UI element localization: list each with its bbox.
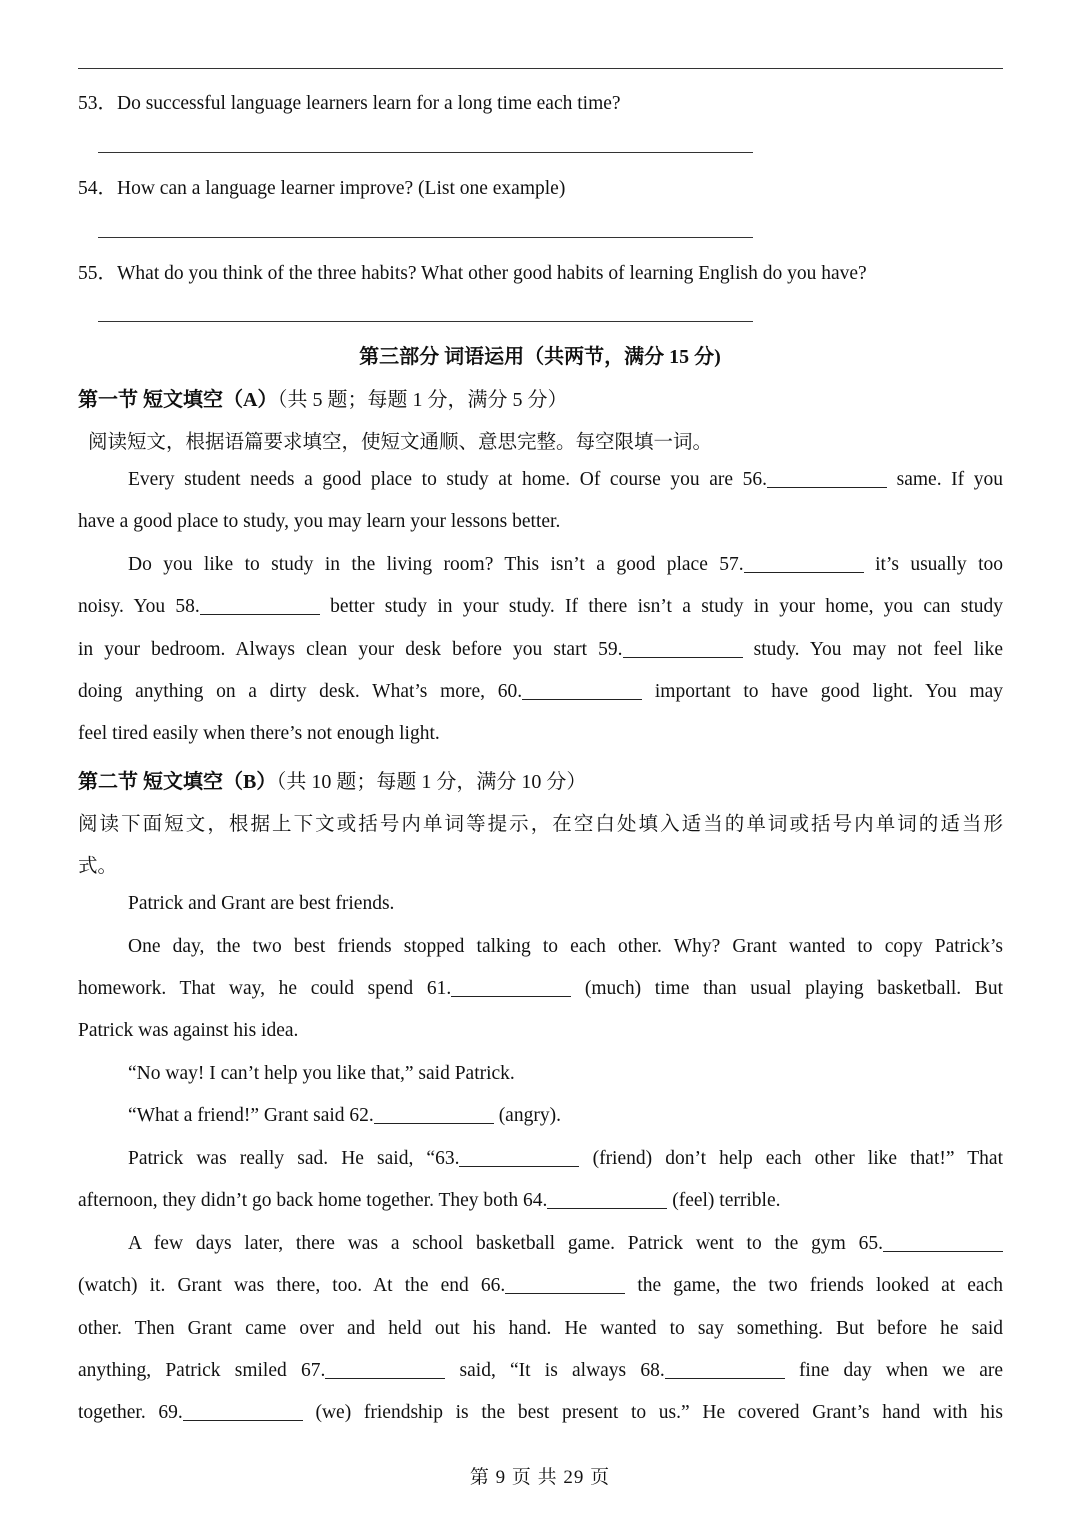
blank-69[interactable]: [183, 1402, 303, 1421]
question-54: 54．How can a language learner improve? (List one example): [78, 178, 566, 199]
section1-instruction: 阅读短文，根据语篇要求填空，使短文通顺、意思完整。每空限填一词。: [88, 432, 713, 453]
blank-60[interactable]: [522, 681, 642, 700]
top-rule: [78, 68, 1003, 69]
blank-62[interactable]: [374, 1105, 494, 1124]
page-footer: 第 9 页 共 29 页: [469, 1467, 611, 1488]
s1-line-2: have a good place to study, you may learn your lessons better.: [78, 511, 561, 532]
answer-line-53[interactable]: [98, 152, 753, 153]
s1-line-4: noisy. You 58. better study in your study. If there isn’t a study in your home, you can study: [78, 596, 1003, 617]
blank-68[interactable]: [665, 1360, 785, 1379]
s2-line-1: One day, the two best friends stopped talking to each other. Why? Grant wanted to copy Patrick’s: [128, 936, 1003, 957]
part3-title: 第三部分 词语运用（共两节，满分 15 分): [359, 346, 721, 368]
blank-59[interactable]: [623, 639, 743, 658]
blank-57[interactable]: [744, 554, 864, 573]
s2-line-2: homework. That way, he could spend 61. (much) time than usual playing basketball. But: [78, 978, 1003, 999]
blank-56[interactable]: [767, 469, 887, 488]
section2-heading: 第二节 短文填空（B）（共 10 题；每题 1 分，满分 10 分）: [78, 771, 587, 793]
section1-heading: 第一节 短文填空（A）（共 5 题；每题 1 分，满分 5 分）: [78, 389, 568, 411]
blank-58[interactable]: [200, 596, 320, 615]
s2-line-11: anything, Patrick smiled 67. said, “It is always 68. fine day when we are: [78, 1360, 1003, 1381]
s2-line-6: Patrick was really sad. He said, “63. (friend) don’t help each other like that!” That: [128, 1148, 1003, 1169]
blank-64[interactable]: [547, 1190, 667, 1209]
blank-61[interactable]: [451, 978, 571, 997]
s2-line-4: “No way! I can’t help you like that,” said Patrick.: [128, 1063, 515, 1084]
answer-line-55[interactable]: [98, 321, 753, 322]
s2-line-3: Patrick was against his idea.: [78, 1020, 299, 1041]
blank-66[interactable]: [505, 1275, 625, 1294]
s1-line-6: doing anything on a dirty desk. What’s more, 60. important to have good light. You may: [78, 681, 1004, 702]
question-55: 55．What do you think of the three habits? What other good habits of learning English do you have?: [78, 263, 867, 284]
blank-67[interactable]: [325, 1360, 445, 1379]
s1-line-5: in your bedroom. Always clean your desk before you start 59. study. You may not feel like: [78, 639, 1004, 660]
section2-instruction-1: 阅读下面短文，根据上下文或括号内单词等提示，在空白处填入适当的单词或括号内单词的适当形: [78, 814, 1003, 835]
blank-65[interactable]: [883, 1233, 1003, 1252]
s1-line-7: feel tired easily when there’s not enough light.: [78, 723, 440, 744]
s2-line-5: “What a friend!” Grant said 62. (angry).: [128, 1105, 561, 1126]
s2-line-8: A few days later, there was a school basketball game. Patrick went to the gym 65.: [128, 1233, 1003, 1255]
blank-63[interactable]: [459, 1148, 579, 1167]
s2-line-9: (watch) it. Grant was there, too. At the end 66. the game, the two friends looked at each: [78, 1275, 1003, 1296]
s2-para-1: Patrick and Grant are best friends.: [128, 893, 395, 914]
s2-line-12: together. 69. (we) friendship is the best present to us.” He covered Grant’s hand with his: [78, 1402, 1004, 1423]
answer-line-54[interactable]: [98, 237, 753, 238]
s2-line-7: afternoon, they didn’t go back home together. They both 64. (feel) terrible.: [78, 1190, 781, 1211]
section2-instruction-2: 式。: [78, 856, 118, 877]
s2-line-10: other. Then Grant came over and held out his hand. He wanted to say something. But before he said: [78, 1318, 1003, 1339]
s1-line-1: Every student needs a good place to study at home. Of course you are 56. same. If you: [128, 469, 1004, 490]
s1-line-3: Do you like to study in the living room? This isn’t a good place 57. it’s usually too: [128, 554, 1003, 575]
question-53: 53．Do successful language learners learn for a long time each time?: [78, 93, 621, 114]
